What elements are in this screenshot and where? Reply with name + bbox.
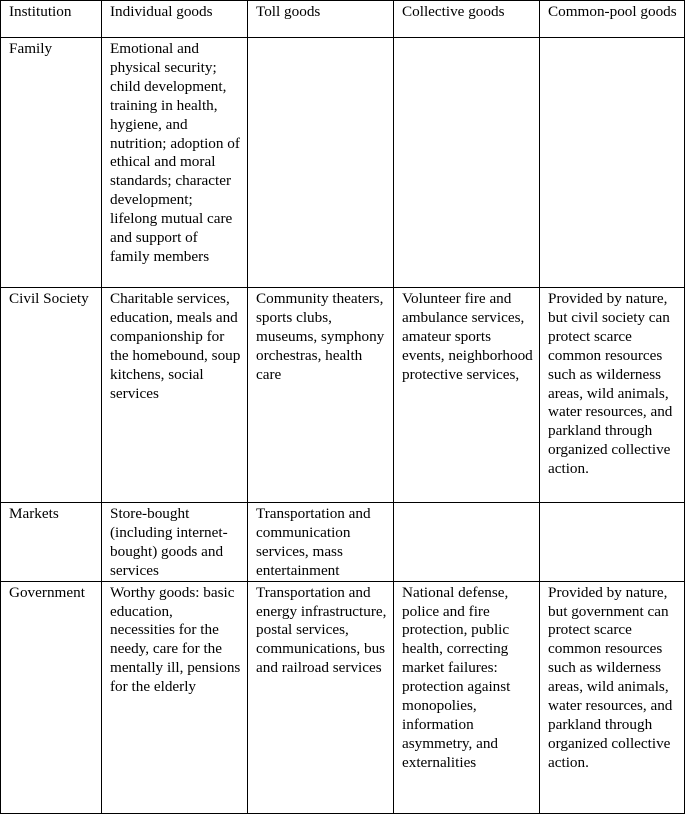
header-institution: Institution <box>1 1 102 38</box>
header-collective-goods: Collective goods <box>394 1 540 38</box>
cell-common-pool-goods <box>540 503 685 582</box>
cell-collective-goods <box>394 503 540 582</box>
header-row <box>1 1 685 38</box>
table-row-government <box>1 581 685 813</box>
cell-institution: Markets <box>1 503 102 582</box>
table-row-family <box>1 38 685 288</box>
table-body <box>1 38 685 814</box>
cell-individual-goods: Emotional and physical security; child development, training in health, hygiene, and nutrition; adoption of ethical and moral standards; character development; lifelong mutual care and support of family members <box>102 38 248 288</box>
cell-individual-goods: Store-bought (including internet-bought) goods and services <box>102 503 248 582</box>
cell-toll-goods: Transportation and communication services, mass entertainment <box>248 503 394 582</box>
cell-toll-goods: Community theaters, sports clubs, museums, symphony orchestras, health care <box>248 288 394 503</box>
cell-collective-goods <box>394 38 540 288</box>
cell-common-pool-goods: Provided by nature, but government can protect scarce common resources such as wilderness areas, wild animals, water resources, and parkland through organized collective action. <box>540 581 685 813</box>
header-toll-goods: Toll goods <box>248 1 394 38</box>
table-row-civil-society <box>1 288 685 503</box>
cell-collective-goods: Volunteer fire and ambulance services, amateur sports events, neighborhood protective services, <box>394 288 540 503</box>
cell-institution: Civil Society <box>1 288 102 503</box>
header-individual-goods: Individual goods <box>102 1 248 38</box>
cell-common-pool-goods <box>540 38 685 288</box>
cell-collective-goods: National defense, police and fire protection, public health, correcting market failures: protection against monopolies, information asymmetry, and externalities <box>394 581 540 813</box>
cell-institution: Family <box>1 38 102 288</box>
cell-individual-goods: Worthy goods: basic education, necessities for the needy, care for the mentally ill, pensions for the elderly <box>102 581 248 813</box>
cell-toll-goods <box>248 38 394 288</box>
cell-common-pool-goods: Provided by nature, but civil society can protect scarce common resources such as wilderness areas, wild animals, water resources, and parkland through organized collective action. <box>540 288 685 503</box>
table-row-markets <box>1 503 685 582</box>
cell-individual-goods: Charitable services, education, meals and companionship for the homebound, soup kitchens, social services <box>102 288 248 503</box>
cell-toll-goods: Transportation and energy infrastructure, postal services, communications, bus and railroad services <box>248 581 394 813</box>
table-header <box>1 1 685 38</box>
header-common-pool-goods: Common-pool goods <box>540 1 685 38</box>
cell-institution: Government <box>1 581 102 813</box>
